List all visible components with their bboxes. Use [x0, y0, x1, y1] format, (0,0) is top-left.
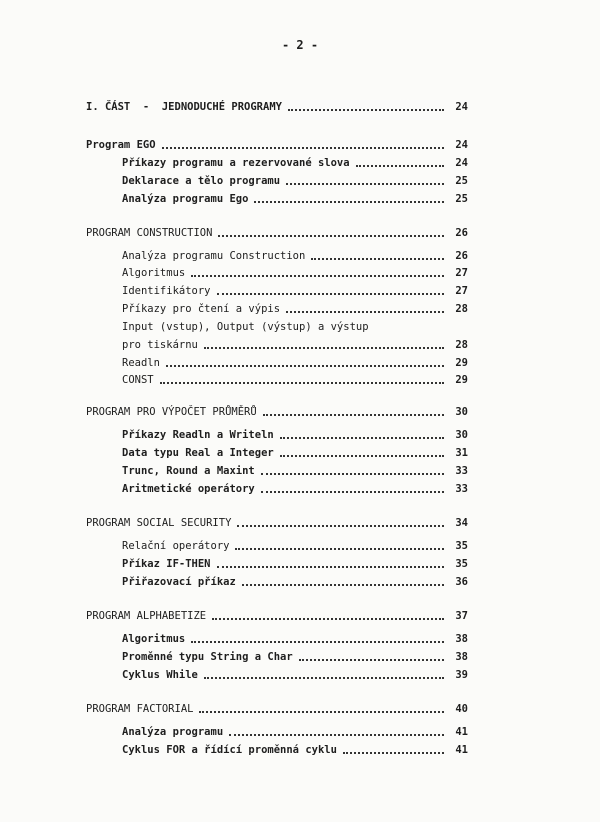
dot-leader	[218, 235, 444, 237]
dot-leader	[199, 711, 444, 713]
entry-title: Proměnné typu String a Char	[122, 651, 293, 663]
entry-page-number: 33	[455, 483, 468, 495]
toc-entry	[122, 371, 468, 387]
entry-title: Relační operátory	[122, 540, 230, 552]
section-heading	[86, 136, 468, 152]
toc-entry	[122, 573, 468, 589]
entry-title: PROGRAM PRO VÝPOČET PRŮMĚRŮ	[86, 406, 257, 418]
entry-page-number: 30	[455, 406, 468, 418]
toc-entry	[122, 648, 468, 664]
dot-leader	[235, 548, 444, 550]
dot-leader	[288, 109, 444, 111]
entry-title: Analýza programu	[122, 726, 224, 738]
entry-page-number: 24	[455, 157, 468, 169]
entry-title: Deklarace a tělo programu	[122, 175, 281, 187]
entry-title: Příkazy pro čtení a výpis	[122, 303, 281, 315]
entry-title: Trunc, Round a Maxint	[122, 465, 255, 477]
entry-title: Aritmetické operátory	[122, 483, 255, 495]
toc-entry	[122, 630, 468, 646]
entry-title: PROGRAM SOCIAL SECURITY	[86, 517, 232, 529]
entry-page-number: 25	[455, 175, 468, 187]
dot-leader	[162, 147, 444, 149]
toc-entry	[122, 537, 468, 553]
entry-page-number: 26	[455, 250, 468, 262]
toc-entry	[122, 247, 468, 263]
toc-entry	[122, 300, 468, 316]
section-heading	[86, 700, 468, 716]
toc-entry	[122, 426, 468, 442]
toc-entry	[122, 444, 468, 460]
dot-leader	[217, 293, 444, 295]
toc-entry	[122, 666, 468, 682]
entry-page-number: 24	[455, 139, 468, 151]
dot-leader	[280, 437, 444, 439]
entry-title: I. ČÁST - JEDNODUCHÉ PROGRAMY	[86, 101, 282, 113]
entry-title: Analýza programu Construction	[122, 250, 306, 262]
section-heading	[86, 514, 468, 530]
entry-page-number: 31	[455, 447, 468, 459]
dot-leader	[204, 677, 444, 679]
entry-page-number: 36	[455, 576, 468, 588]
entry-title: Analýza programu Ego	[122, 193, 249, 205]
entry-title: Cyklus While	[122, 669, 198, 681]
entry-page-number: 34	[455, 517, 468, 529]
toc-entry	[122, 264, 468, 280]
dot-leader	[280, 455, 444, 457]
dot-leader	[286, 311, 444, 313]
section-heading	[86, 224, 468, 240]
dot-leader	[299, 659, 444, 661]
toc-entry	[122, 172, 468, 188]
page-number: - 2 -	[281, 38, 319, 52]
dot-leader	[254, 201, 444, 203]
entry-page-number: 28	[455, 339, 468, 351]
dot-leader	[191, 641, 444, 643]
entry-title: PROGRAM FACTORIAL	[86, 703, 194, 715]
dot-leader	[217, 566, 444, 568]
dot-leader	[311, 258, 444, 260]
section-heading	[86, 607, 468, 623]
toc-entry	[122, 282, 468, 298]
entry-page-number: 35	[455, 558, 468, 570]
toc-entry	[122, 190, 468, 206]
entry-page-number: 41	[455, 744, 468, 756]
entry-page-number: 26	[455, 227, 468, 239]
entry-page-number: 41	[455, 726, 468, 738]
entry-page-number: 35	[455, 540, 468, 552]
entry-title: Příkaz IF-THEN	[122, 558, 211, 570]
dot-leader	[263, 414, 444, 416]
toc-entry	[122, 154, 468, 170]
dot-leader	[343, 752, 444, 754]
dot-leader	[204, 347, 444, 349]
dot-leader	[160, 382, 444, 384]
dot-leader	[286, 183, 444, 185]
toc-entry	[122, 741, 468, 757]
entry-page-number: 38	[455, 651, 468, 663]
dot-leader	[191, 275, 444, 277]
entry-title: Readln	[122, 357, 160, 369]
entry-page-number: 29	[455, 357, 468, 369]
entry-title: Cyklus FOR a řídící proměnná cyklu	[122, 744, 337, 756]
entry-title: Identifikátory	[122, 285, 211, 297]
toc-entry	[122, 723, 468, 739]
entry-title: Příkazy Readln a Writeln	[122, 429, 274, 441]
dot-leader	[261, 491, 444, 493]
toc-entry	[122, 318, 468, 334]
toc-entry	[122, 480, 468, 496]
dot-leader	[237, 525, 444, 527]
entry-page-number: 37	[455, 610, 468, 622]
entry-title: Algoritmus	[122, 267, 186, 279]
entry-title: Program EGO	[86, 139, 156, 151]
entry-title: pro tiskárnu	[122, 339, 198, 351]
entry-title: CONST	[122, 374, 154, 386]
dot-leader	[242, 584, 444, 586]
entry-title: Příkazy programu a rezervované slova	[122, 157, 350, 169]
dot-leader	[166, 365, 444, 367]
entry-page-number: 27	[455, 285, 468, 297]
entry-page-number: 28	[455, 303, 468, 315]
entry-page-number: 38	[455, 633, 468, 645]
dot-leader	[261, 473, 444, 475]
section-heading	[86, 403, 468, 419]
entry-page-number: 33	[455, 465, 468, 477]
toc-entry	[122, 462, 468, 478]
entry-page-number: 40	[455, 703, 468, 715]
entry-title: PROGRAM ALPHABETIZE	[86, 610, 207, 622]
entry-title: PROGRAM CONSTRUCTION	[86, 227, 213, 239]
entry-title: Data typu Real a Integer	[122, 447, 274, 459]
entry-title: Algoritmus	[122, 633, 186, 645]
dot-leader	[229, 734, 444, 736]
entry-page-number: 29	[455, 374, 468, 386]
entry-title: Input (vstup), Output (výstup) a výstup	[122, 321, 369, 333]
entry-page-number: 24	[455, 101, 468, 113]
section-heading	[86, 98, 468, 114]
entry-page-number: 39	[455, 669, 468, 681]
dot-leader	[212, 618, 444, 620]
toc-entry	[122, 555, 468, 571]
toc-entry	[122, 354, 468, 370]
toc-entry	[122, 336, 468, 352]
dot-leader	[356, 165, 444, 167]
entry-page-number: 30	[455, 429, 468, 441]
entry-page-number: 25	[455, 193, 468, 205]
entry-title: Přiřazovací příkaz	[122, 576, 236, 588]
entry-page-number: 27	[455, 267, 468, 279]
